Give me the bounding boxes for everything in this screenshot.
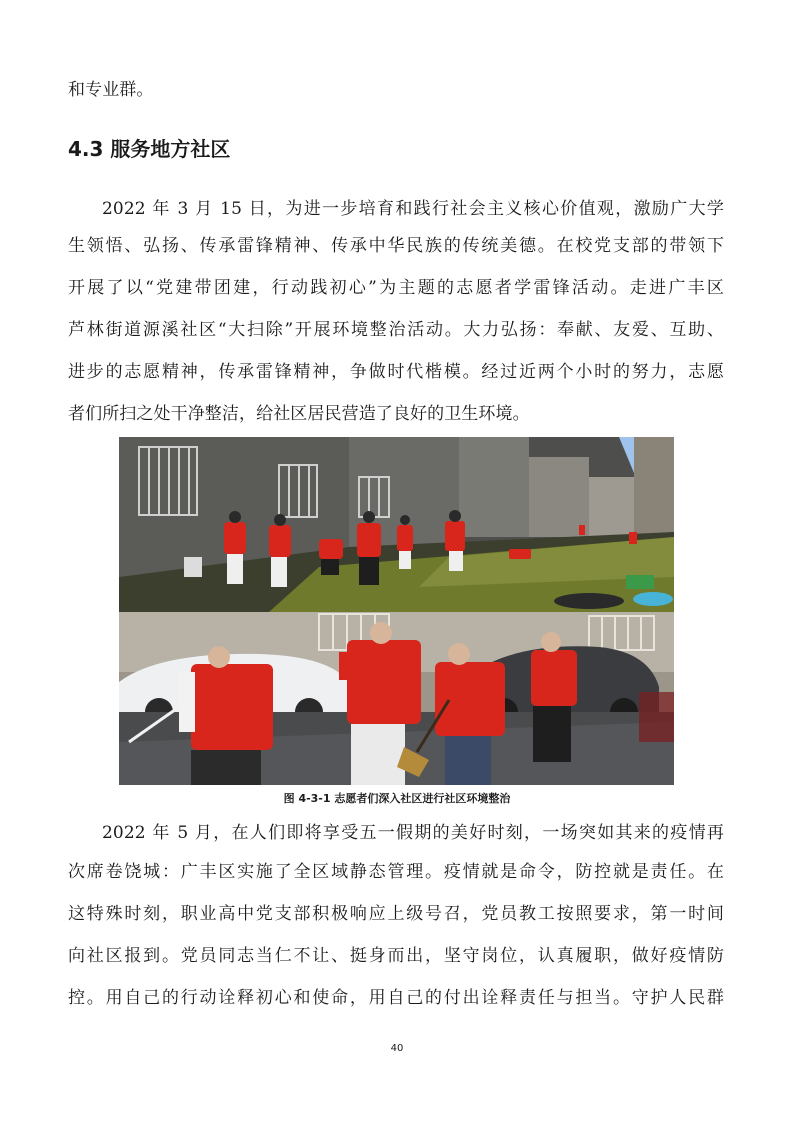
page-number: 40 xyxy=(390,1043,404,1054)
paragraph-line: 向社区报到。党员同志当仁不让、挺身而出，坚守岗位，认真履职，做好疫情防 xyxy=(68,946,724,966)
paragraph-line: 这特殊时刻，职业高中党支部积极响应上级号召，党员教工按照要求，第一时间 xyxy=(68,904,724,924)
paragraph-line: 2022 年 3 月 15 日，为进一步培育和践行社会主义核心价值观，激励广大学 xyxy=(102,199,724,219)
photo-alley-cleanup xyxy=(119,437,674,612)
paragraph-line: 开展了以“党建带团建，行动践初心”为主题的志愿者学雷锋活动。走进广丰区 xyxy=(68,278,724,298)
alley-scene-illustration xyxy=(119,437,674,612)
photo-street-sweeping xyxy=(119,612,674,785)
paragraph-line: 生领悟、弘扬、传承雷锋精神、传承中华民族的传统美德。在校党支部的带领下 xyxy=(68,236,724,256)
paragraph-line: 芦林街道源溪社区“大扫除”开展环境整治活动。大力弘扬：奉献、友爱、互助、 xyxy=(68,320,724,340)
figure-caption: 图 4-3-1 志愿者们深入社区进行社区环境整治 xyxy=(283,792,511,805)
paragraph-line: 者们所扫之处干净整洁，给社区居民营造了良好的卫生环境。 xyxy=(68,404,530,424)
street-sweeping-illustration xyxy=(119,612,674,785)
paragraph-line: 进步的志愿精神，传承雷锋精神，争做时代楷模。经过近两个小时的努力，志愿 xyxy=(68,362,724,382)
continuation-line: 和专业群。 xyxy=(68,80,154,100)
paragraph-line: 2022 年 5 月，在人们即将享受五一假期的美好时刻，一场突如其来的疫情再 xyxy=(102,823,724,843)
paragraph-line: 控。用自己的行动诠释初心和使命，用自己的付出诠释责任与担当。守护人民群 xyxy=(68,988,724,1008)
paragraph-line: 次席卷饶城：广丰区实施了全区域静态管理。疫情就是命令，防控就是责任。在 xyxy=(68,862,724,882)
section-heading: 4.3 服务地方社区 xyxy=(68,137,231,161)
